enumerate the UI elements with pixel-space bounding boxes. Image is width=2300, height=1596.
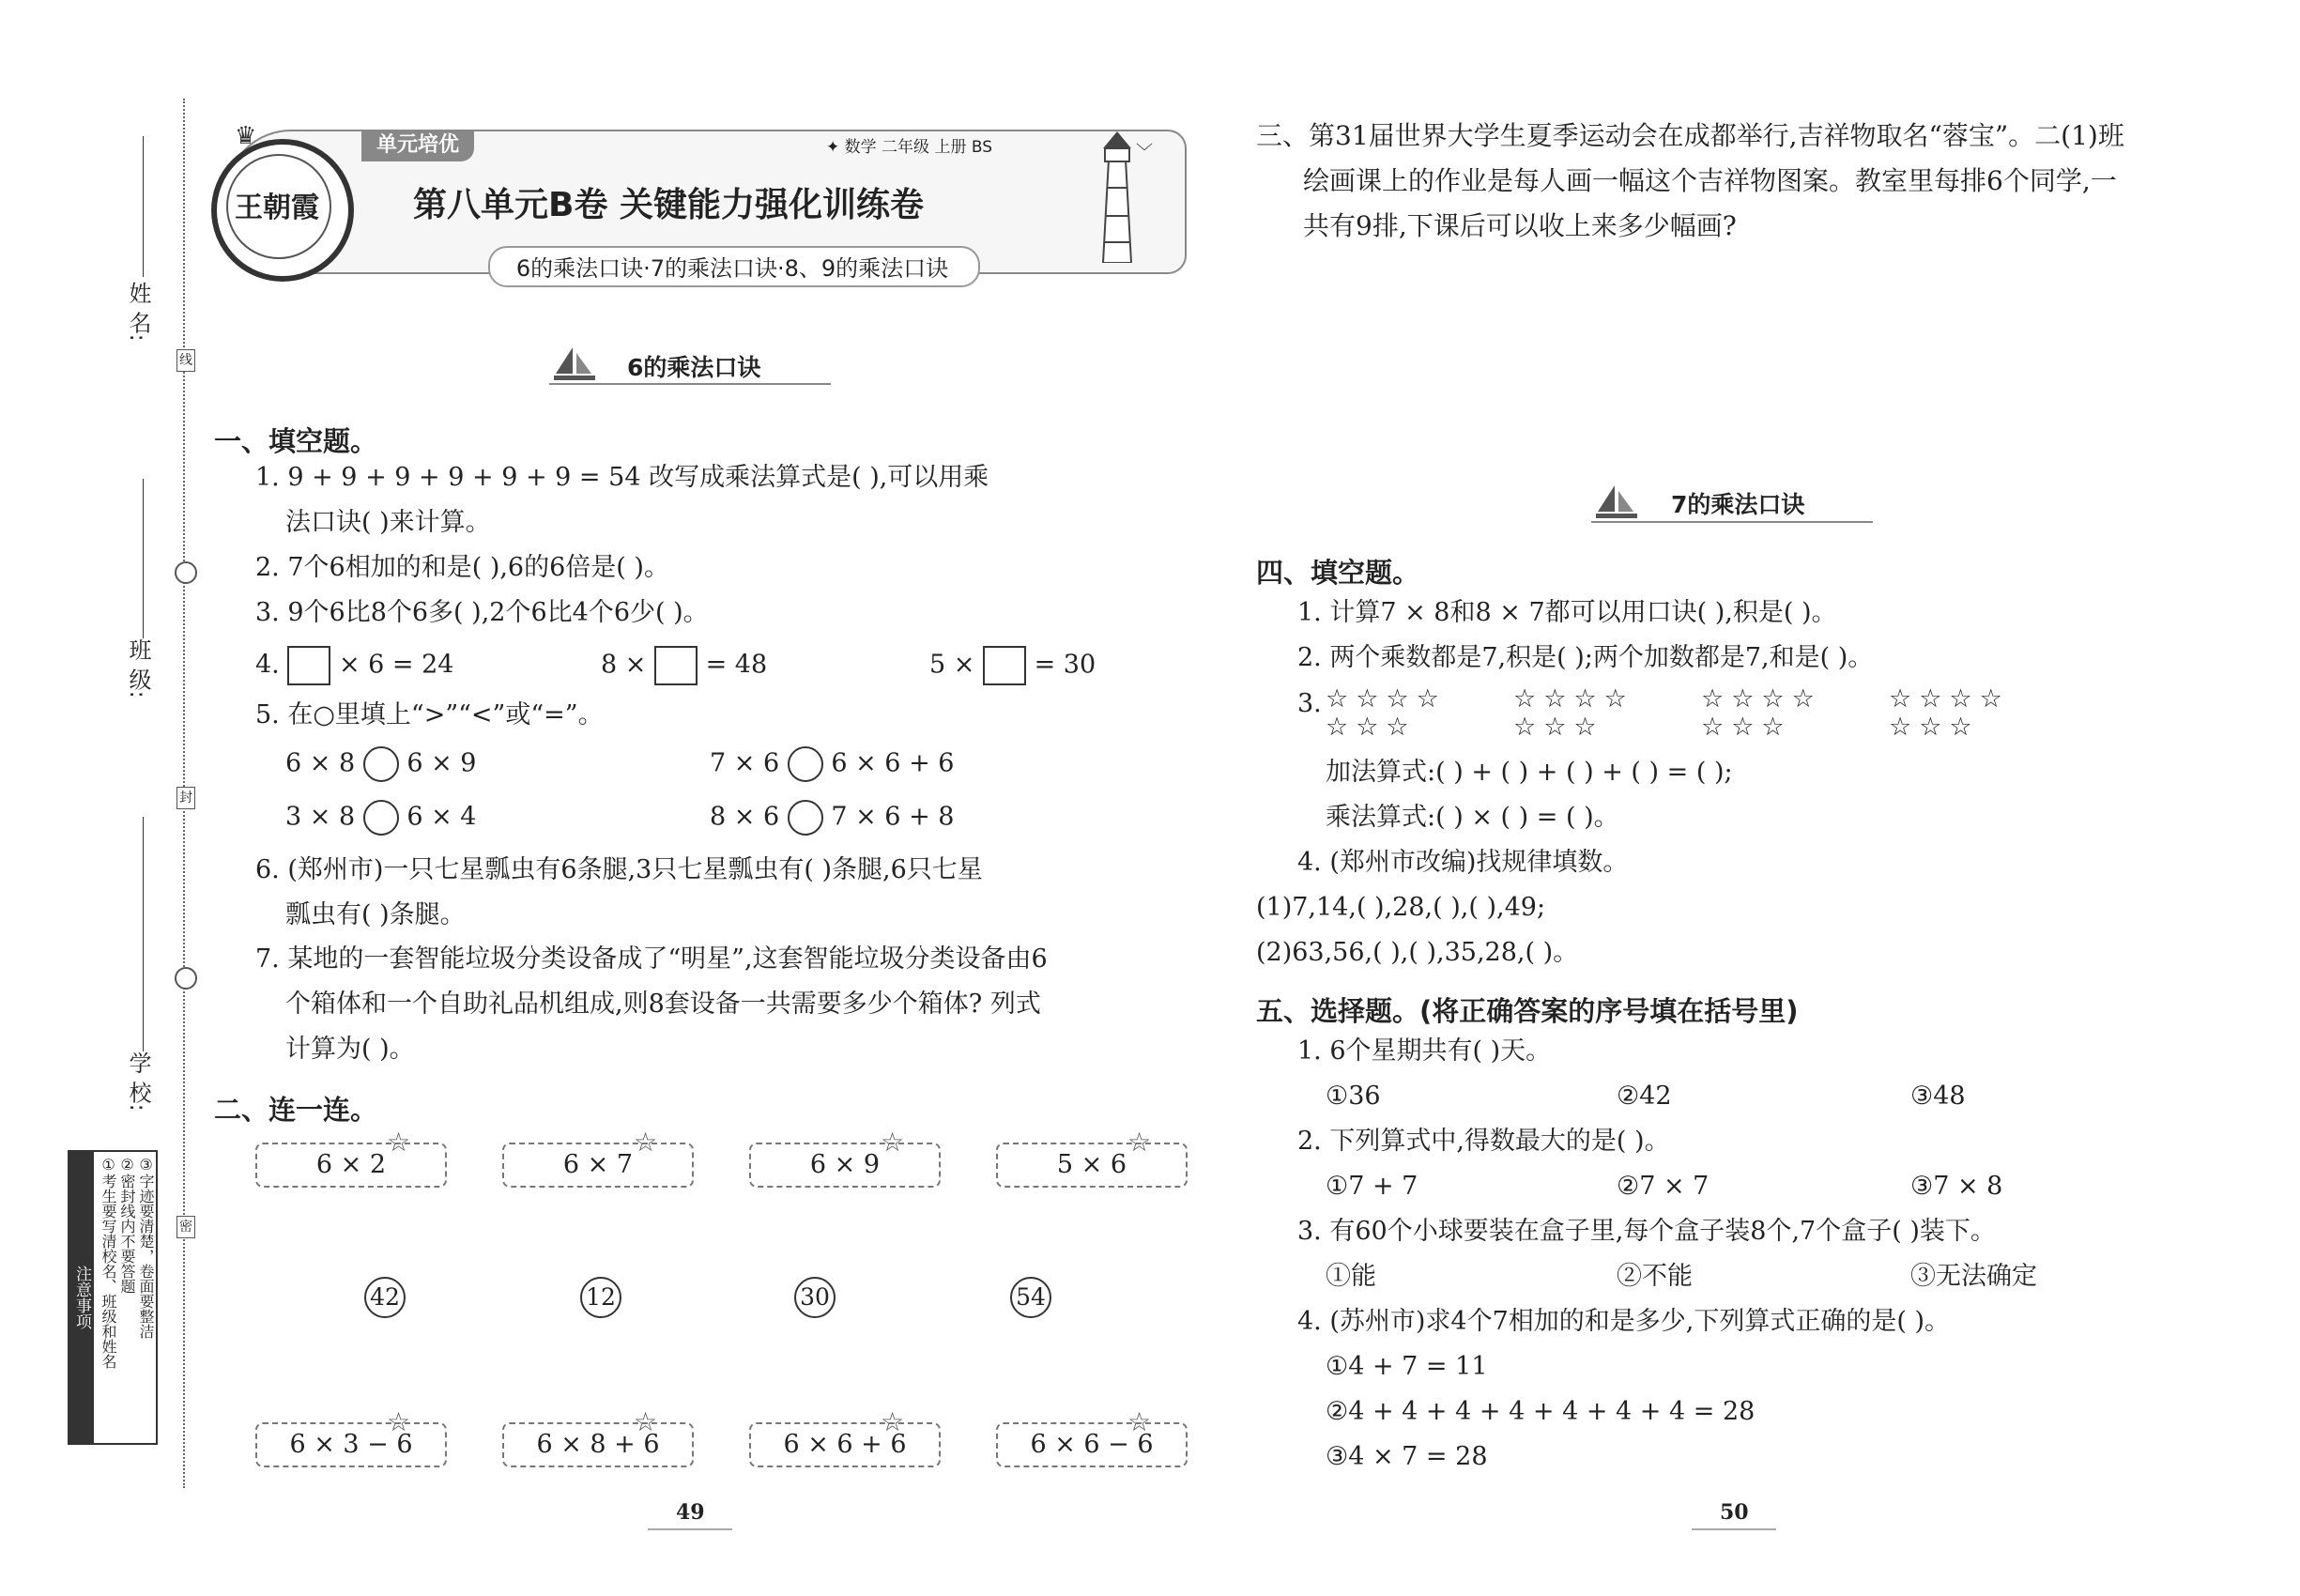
fill-question-1: 1. 计算7 × 8和8 × 7都可以用口诀( ),积是( )。 bbox=[1297, 598, 1837, 627]
notes-box bbox=[68, 1150, 158, 1445]
choice-option[interactable]: ②7 × 7 bbox=[1617, 1172, 1710, 1201]
compare-circle[interactable] bbox=[363, 746, 399, 782]
star-group: ☆☆☆☆ ☆☆☆ bbox=[1326, 684, 1447, 742]
sailboat-icon bbox=[1594, 483, 1641, 521]
fill-question-2: 2. 两个乘数都是7,积是( );两个加数都是7,和是( )。 bbox=[1297, 643, 1874, 672]
name-field[interactable] bbox=[143, 136, 144, 277]
star-icon: ☆ bbox=[881, 1406, 905, 1437]
section-7-header: 7的乘法口诀 bbox=[1671, 491, 1805, 518]
part-1-title: 一、填空题。 bbox=[214, 425, 378, 457]
grade-meta-text: 数学 二年级 上册 BS bbox=[844, 138, 993, 157]
sailboat-icon bbox=[552, 345, 599, 383]
question-4: 4. × 6 = 24 bbox=[255, 646, 453, 685]
choice-option[interactable]: ①7 + 7 bbox=[1326, 1172, 1418, 1201]
compare-row: 3 × 8 6 × 4 bbox=[285, 800, 477, 836]
star-group: ☆☆☆☆ ☆☆☆ bbox=[1701, 684, 1822, 742]
compare-row: 8 × 6 7 × 6 + 8 bbox=[710, 800, 954, 836]
cut-mark-seal: 封 bbox=[176, 787, 195, 809]
page-number-right: 50 bbox=[1720, 1500, 1749, 1525]
star-icon: ☆ bbox=[387, 1406, 411, 1437]
choice-option[interactable]: ③无法确定 bbox=[1910, 1262, 2037, 1291]
part-3-line-c: 共有9排,下课后可以收上来多少幅画? bbox=[1303, 210, 1737, 241]
match-tag-bottom[interactable]: 6 × 3 − 6 bbox=[255, 1422, 447, 1467]
crown-icon: ♛ bbox=[235, 122, 257, 150]
compare-row: 6 × 8 6 × 9 bbox=[285, 746, 477, 782]
choice-question-1: 1. 6个星期共有( )天。 bbox=[1297, 1036, 1552, 1066]
compare-circle[interactable] bbox=[788, 800, 823, 836]
part-3-line-b: 绘画课上的作业是每人画一幅这个吉祥物图案。教室里每排6个同学,一 bbox=[1303, 165, 2117, 196]
bird-icon: ﹀ bbox=[1136, 143, 1153, 162]
choice-option[interactable]: ①36 bbox=[1326, 1082, 1381, 1111]
match-tag-bottom[interactable]: 6 × 8 + 6 bbox=[502, 1422, 694, 1467]
choice-option[interactable]: ③48 bbox=[1910, 1082, 1966, 1111]
binding-hole-icon bbox=[175, 561, 197, 584]
school-field[interactable] bbox=[143, 817, 144, 1051]
note-item: ②密封线内不要答题 bbox=[118, 1156, 136, 1294]
part-3-line-a: 三、第31届世界大学生夏季运动会在成都举行,吉祥物取名“蓉宝”。二(1)班 bbox=[1256, 120, 2124, 151]
question-7a: 7. 某地的一套智能垃圾分类设备成了“明星”,这套智能垃圾分类设备由6 bbox=[255, 944, 1048, 974]
star-icon: ☆ bbox=[634, 1127, 658, 1158]
choice-question-3: 3. 有60个小球要装在盒子里,每个盒子装8个,7个盒子( )装下。 bbox=[1297, 1217, 1996, 1246]
choice-question-2: 2. 下列算式中,得数最大的是( )。 bbox=[1297, 1127, 1670, 1156]
part-5-title: 五、选择题。(将正确答案的序号填在括号里) bbox=[1256, 995, 1799, 1027]
fill-question-4: 4. (郑州市改编)找规律填数。 bbox=[1297, 848, 1629, 877]
question-4c: 5 × = 30 bbox=[929, 646, 1096, 685]
pattern-1: (1)7,14,( ),28,( ),( ),49; bbox=[1256, 893, 1546, 922]
answer-box[interactable] bbox=[287, 646, 330, 685]
compare-circle[interactable] bbox=[788, 746, 823, 782]
choice-option[interactable]: ①能 bbox=[1326, 1262, 1376, 1291]
choice-option[interactable]: ③4 × 7 = 28 bbox=[1326, 1442, 1488, 1471]
class-label: 班 级: bbox=[125, 638, 151, 698]
page-number-left: 49 bbox=[676, 1500, 705, 1525]
match-tag-top[interactable]: 6 × 9 bbox=[749, 1143, 941, 1188]
question-1a: 1. 9 + 9 + 9 + 9 + 9 + 9 = 54 改写成乘法算式是( ),可以用乘 bbox=[255, 463, 989, 492]
fill-question-3-prefix: 3. bbox=[1297, 689, 1322, 718]
star-icon: ☆ bbox=[1127, 1127, 1152, 1158]
question-6a: 6. (郑州市)一只七星瓢虫有6条腿,3只七星瓢虫有( )条腿,6只七星 bbox=[255, 855, 983, 884]
match-number[interactable]: 30 bbox=[794, 1277, 836, 1318]
match-tag-top[interactable]: 6 × 7 bbox=[502, 1143, 694, 1188]
section-header-underline bbox=[1591, 521, 1873, 523]
question-6b: 瓢虫有( )条腿。 bbox=[285, 900, 466, 929]
star-group: ☆☆☆☆ ☆☆☆ bbox=[1513, 684, 1634, 742]
page-number-ornament bbox=[648, 1528, 732, 1530]
star-icon: ☆ bbox=[387, 1127, 411, 1158]
class-field[interactable] bbox=[143, 479, 144, 638]
part-2-title: 二、连一连。 bbox=[214, 1094, 378, 1126]
page-number-ornament bbox=[1692, 1528, 1776, 1530]
choice-option[interactable]: ②4 + 4 + 4 + 4 + 4 + 4 + 4 = 28 bbox=[1326, 1397, 1756, 1426]
cut-mark-dense: 密 bbox=[176, 1216, 195, 1238]
page-subtitle: 6的乘法口诀·7的乘法口诀·8、9的乘法口诀 bbox=[515, 255, 949, 282]
cut-mark-line: 线 bbox=[176, 349, 195, 372]
match-tag-top[interactable]: 5 × 6 bbox=[996, 1143, 1188, 1188]
series-label: 单元培优 bbox=[361, 130, 474, 161]
logo-text: 王朝霞 bbox=[235, 192, 319, 224]
question-4b: 8 × = 48 bbox=[601, 646, 767, 685]
choice-question-4: 4. (苏州市)求4个7相加的和是多少,下列算式正确的是( )。 bbox=[1297, 1307, 1950, 1336]
star-icon: ☆ bbox=[1127, 1406, 1152, 1437]
star-icon: ☆ bbox=[634, 1406, 658, 1437]
match-number[interactable]: 42 bbox=[364, 1277, 406, 1318]
publisher-logo bbox=[211, 139, 354, 282]
star-icon: ☆ bbox=[881, 1127, 905, 1158]
match-number[interactable]: 54 bbox=[1010, 1277, 1051, 1318]
pattern-2: (2)63,56,( ),( ),35,28,( )。 bbox=[1256, 938, 1579, 967]
match-number[interactable]: 12 bbox=[580, 1277, 621, 1318]
section-6-header: 6的乘法口诀 bbox=[627, 354, 761, 381]
answer-box[interactable] bbox=[983, 646, 1026, 685]
match-tag-bottom[interactable]: 6 × 6 − 6 bbox=[996, 1422, 1188, 1467]
choice-option[interactable]: ③7 × 8 bbox=[1910, 1172, 2003, 1201]
notes-title: 注意事项 bbox=[69, 1152, 94, 1443]
question-7c: 计算为( )。 bbox=[285, 1035, 415, 1064]
star-group: ☆☆☆☆ ☆☆☆ bbox=[1889, 684, 2010, 742]
note-item: ③字迹要清楚，卷面要整洁 bbox=[137, 1156, 155, 1339]
multiplication-formula: 乘法算式:( ) × ( ) = ( )。 bbox=[1326, 803, 1619, 832]
addition-formula: 加法算式:( ) + ( ) + ( ) + ( ) = ( ); bbox=[1326, 758, 1733, 787]
note-item: ①考生要写清校名、班级和姓名 bbox=[100, 1156, 117, 1369]
answer-box[interactable] bbox=[654, 646, 698, 685]
match-tag-top[interactable]: 6 × 2 bbox=[255, 1143, 447, 1188]
compare-row: 7 × 6 6 × 6 + 6 bbox=[710, 746, 954, 782]
section-header-underline bbox=[549, 383, 831, 385]
question-1b: 法口诀( )来计算。 bbox=[285, 508, 491, 537]
question-7b: 个箱体和一个自助礼品机组成,则8套设备一共需要多少个箱体? 列式 bbox=[285, 990, 1041, 1019]
name-label: 姓 名: bbox=[125, 282, 151, 342]
choice-option[interactable]: ②不能 bbox=[1617, 1262, 1693, 1291]
question-5: 5. 在○里填上“>”“<”或“=”。 bbox=[255, 700, 604, 729]
choice-option[interactable]: ②42 bbox=[1617, 1082, 1672, 1111]
binding-hole-icon bbox=[175, 967, 197, 990]
question-3: 3. 9个6比8个6多( ),2个6比4个6少( )。 bbox=[255, 598, 709, 627]
part-4-title: 四、填空题。 bbox=[1256, 557, 1420, 589]
question-2: 2. 7个6相加的和是( ),6的6倍是( )。 bbox=[255, 553, 669, 582]
compare-circle[interactable] bbox=[363, 800, 399, 836]
page-title: 第八单元B卷 关键能力强化训练卷 bbox=[413, 186, 924, 224]
sparkle-icon: ✦ bbox=[826, 138, 840, 157]
choice-option[interactable]: ①4 + 7 = 11 bbox=[1326, 1352, 1488, 1381]
match-tag-bottom[interactable]: 6 × 6 + 6 bbox=[749, 1422, 941, 1467]
school-label: 学 校: bbox=[125, 1051, 151, 1112]
grade-meta bbox=[826, 133, 992, 157]
